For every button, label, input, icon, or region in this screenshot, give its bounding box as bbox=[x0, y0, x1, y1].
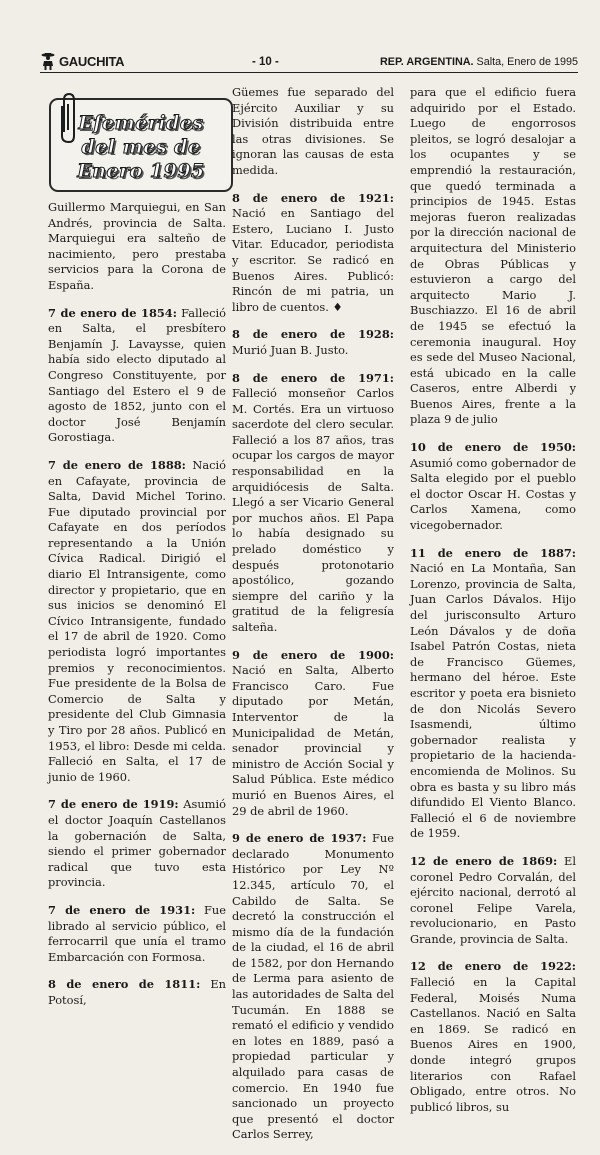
entry bbox=[48, 306, 226, 446]
entry-text: Nació en La Montaña, San Lorenzo, provincia de Salta, Juan Carlos Dávalos. Hijo del jurisconsulto Arturo León Dávalos y de doña Isabel Patrón Costas, nieta de Francisco Güemes, hermano del héroe. Este escritor y poeta era bisnieto de don Nicolás Severo Isasmendi, último gobernador realista y propietario de la hacienda-encomienda de Molinos. Su obra es basta y su libro más difundido El Viento Blanco. Falleció el 6 de noviembre de 1959. bbox=[410, 561, 576, 841]
title-line-1: Efemérides bbox=[78, 112, 204, 134]
entry bbox=[48, 458, 226, 785]
page-header bbox=[40, 52, 578, 78]
title-box bbox=[49, 98, 233, 192]
entry bbox=[232, 371, 394, 636]
gaucho-figure-icon bbox=[40, 52, 56, 70]
entry-date: 11 de enero de 1887: bbox=[410, 545, 576, 560]
entry bbox=[232, 831, 394, 1143]
entry-text: para que el edificio fuera adquirido por el Estado. Luego de engorrosos pleitos, se logró desalojar a los ocupantes y se emprendió la restauración, que quedó terminada a principios de 1945. Estas mejoras fueron realizadas por la dirección nacional de arquitectura del Ministerio de Obras Públicas y estuvieron a cargo del arquitecto Mario J. Buschiazzo. El 16 de abril de 1945 se efectuó la ceremonia inaugural. Hoy es sede del Museo Nacional, está ubicado en la calle Caseros, entre Alberdi y Buenos Aires, frente a la plaza 9 de julio bbox=[410, 85, 576, 427]
logo bbox=[40, 52, 124, 70]
entry bbox=[410, 959, 576, 1115]
bullet-icon: ♦ bbox=[328, 299, 343, 314]
entry-text: Asumió el doctor Joaquín Castellanos la gobernación de Salta, siendo el primer gobernador radical que tuvo esta provincia. bbox=[48, 797, 226, 890]
entry-text: Güemes fue separado del Ejército Auxiliar y su División distribuida entre las otras divisiones. Se ignoran las causas de esta medida. bbox=[232, 85, 394, 177]
title-line-3: Enero 1995 bbox=[77, 160, 205, 182]
entry-text: Falleció en la Capital Federal, Moisés Numa Castellanos. Nació en Salta en 1869. Se radicó en Buenos Aires en 1900, donde integró grupos literarios con Rafael Obligado, entre otros. No publicó libros, su bbox=[410, 975, 576, 1114]
header-location: REP. ARGENTINA. bbox=[379, 56, 474, 68]
page-number: - 10 - bbox=[252, 56, 279, 68]
text-column-1 bbox=[48, 200, 226, 1021]
entry bbox=[232, 191, 394, 316]
entry-date: 9 de enero de 1937: bbox=[232, 831, 367, 846]
entry bbox=[48, 903, 226, 965]
entry-date: 10 de enero de 1950: bbox=[410, 440, 576, 455]
entry-text: En Potosí, bbox=[48, 977, 226, 1007]
entry-text: Murió Juan B. Justo. bbox=[232, 342, 349, 357]
entry-date: 7 de enero de 1888: bbox=[48, 457, 186, 472]
header-dateline bbox=[380, 56, 578, 68]
entry-text: Nació en Salta, Alberto Francisco Caro. Fue diputado por Metán, Interventor de la Municipalidad de Metán, senador provincial y ministro de Acción Social y Salud Pública. Este médico murió en Buenos Aires, el 29 de abril de 1960. bbox=[232, 663, 394, 818]
entry-text: Asumió como gobernador de Salta elegido por el pueblo el doctor Oscar H. Costas y Carlos Xamena, como vicegobernador. bbox=[410, 455, 576, 533]
entry bbox=[410, 440, 576, 534]
entry-text: Fue declarado Monumento Histórico por Ley Nº 12.345, artículo 70, el Cabildo de Salta. Se decretó la construcción el mismo día de la fundación de la ciudad, el 16 de abril de 1582, por don Hernando de Lerma para asiento de las autoridades de Salta del Tucumán. En 1888 se remató el edificio y vendido en lotes en 1889, pasó a propiedad particular y alquilado para casas de comercio. En 1940 fue sancionado un proyecto que presentó el doctor Carlos Serrey, bbox=[232, 831, 394, 1142]
entry-date: 7 de enero de 1931: bbox=[48, 902, 196, 917]
entry bbox=[48, 797, 226, 891]
entry-date: 8 de enero de 1928: bbox=[232, 327, 394, 342]
entry-text: Nació en Cafayate, provincia de Salta, David Michel Torino. Fue diputado provincial por Cafayate en dos períodos representando a la Unión Cívica Radical. Dirigió el diario El Intransigente, como director y propietario, que en sus inicios se denominó El Cívico Intransigente, fundado el 17 de abril de 1920. Como periodista logró importantes premios y reconocimientos. Fue presidente de la Bolsa de Comercio de Salta y presidente del Club Gimnasia y Tiro por 28 años. Publicó en 1953, el libro: Desde mi celda. Falleció en Salta, el 17 de junio de 1960. bbox=[48, 457, 226, 784]
entry bbox=[232, 85, 394, 179]
header-rule bbox=[40, 72, 578, 73]
entry-date: 9 de enero de 1900: bbox=[232, 647, 394, 662]
entry bbox=[410, 85, 576, 428]
entry-date: 7 de enero de 1919: bbox=[48, 797, 179, 812]
entry-date: 8 de enero de 1811: bbox=[48, 977, 201, 992]
entry-text: El coronel Pedro Corvalán, del ejército nacional, derrotó al coronel Felipe Varela, revolucionario, en Pasto Grande, provincia de Salta. bbox=[410, 853, 576, 946]
entry bbox=[410, 546, 576, 842]
entry-text: Falleció monseñor Carlos M. Cortés. Era un virtuoso sacerdote del clero secular. Falleció a los 87 años, tras ocupar los cargos de mayor responsabilidad en la arquidiócesis de Salta. Llegó a ser Vicario General por muchos años. El Papa lo había designado su prelado doméstico y después protonotario apostólico, gozando siempre del cariño y la gratitud de la feligresía salteña. bbox=[232, 386, 394, 634]
entry-date: 12 de enero de 1869: bbox=[410, 853, 558, 868]
entry bbox=[232, 327, 394, 358]
title-line-2: del mes de bbox=[81, 136, 201, 158]
entry-text: Nació en Santiago del Estero, Luciano I. Justo Vitar. Educador, periodista y escritor. Se radicó en Buenos Aires. Publicó: Rincón de mi patria, un libro de cuentos. bbox=[232, 206, 394, 314]
logo-text: GAUCHITA bbox=[59, 53, 125, 69]
entry-text: Falleció en Salta, el presbítero Benjamín J. Lavaysse, quien había sido electo diputado al Congreso Constituyente, por Santiago del Estero el 9 de agosto de 1852, junto con el doctor José Benjamín Gorostiaga. bbox=[48, 305, 226, 445]
entry bbox=[48, 200, 226, 294]
header-date: Salta, Enero de 1995 bbox=[476, 56, 578, 68]
entry-date: 12 de enero de 1922: bbox=[410, 959, 576, 974]
entry-date: 7 de enero de 1854: bbox=[48, 305, 177, 320]
entry-text: Guillermo Marquiegui, en San Andrés, provincia de Salta. Marquiegui era salteño de nacimiento, pero prestaba servicios para la Corona de España. bbox=[48, 200, 226, 292]
entry bbox=[410, 854, 576, 948]
entry-date: 8 de enero de 1921: bbox=[232, 190, 394, 205]
text-column-3 bbox=[410, 85, 576, 1127]
entry bbox=[232, 648, 394, 820]
entry bbox=[48, 977, 226, 1008]
entry-text: Fue librado al servicio público, el ferrocarril que unía el tramo Embarcación con Formosa. bbox=[48, 902, 226, 964]
text-column-2 bbox=[232, 85, 394, 1155]
entry-date: 8 de enero de 1971: bbox=[232, 370, 394, 385]
